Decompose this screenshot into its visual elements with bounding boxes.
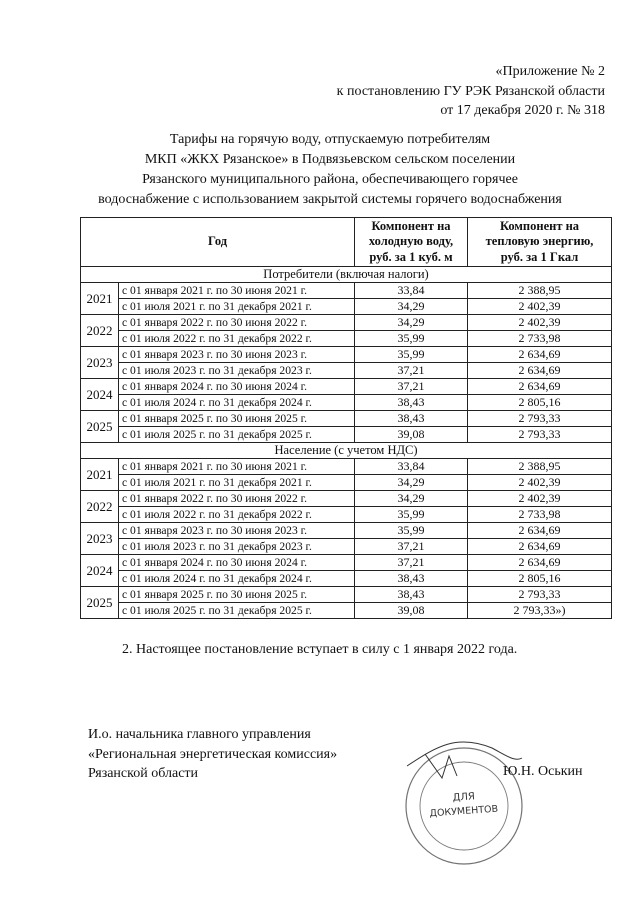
cold-water-cell: 34,29 (355, 475, 468, 491)
heat-cell: 2 402,39 (468, 315, 612, 331)
period-cell: с 01 июля 2022 г. по 31 декабря 2022 г. (119, 331, 355, 347)
heat-cell: 2 402,39 (468, 491, 612, 507)
table-row (81, 315, 612, 331)
heat-cell: 2 634,69 (468, 379, 612, 395)
year-cell: 2024 (81, 379, 119, 411)
header-cold-line: холодную воду, (368, 234, 454, 249)
cold-water-cell: 35,99 (355, 347, 468, 363)
period-cell: с 01 июля 2025 г. по 31 декабря 2025 г. (119, 427, 355, 443)
cold-water-cell: 34,29 (355, 491, 468, 507)
header-cold-line: Компонент на (371, 218, 451, 233)
period-cell: с 01 января 2022 г. по 30 июня 2022 г. (119, 315, 355, 331)
heat-cell: 2 793,33 (468, 411, 612, 427)
header-year: Год (81, 218, 355, 267)
heat-cell: 2 634,69 (468, 363, 612, 379)
table-row (81, 459, 612, 475)
clause-text: 2. Настоящее постановление вступает в силу с 1 января 2022 года. (122, 642, 518, 657)
header-heat-line: тепловую энергию, (485, 234, 594, 249)
cold-water-cell: 34,29 (355, 299, 468, 315)
heat-cell: 2 733,98 (468, 331, 612, 347)
title-line: МКП «ЖКХ Рязанское» в Подвязьевском сельском поселении (144, 152, 516, 167)
cold-water-cell: 37,21 (355, 539, 468, 555)
table-row (81, 379, 612, 395)
header-heat-line: руб. за 1 Гкал (500, 249, 579, 264)
heat-cell: 2 388,95 (468, 459, 612, 475)
title-line: водоснабжение с использованием закрытой системы горячего водоснабжения (98, 192, 562, 207)
table-row (81, 427, 612, 443)
year-cell: 2023 (81, 347, 119, 379)
title-line: Рязанского муниципального района, обеспечивающего горячее (142, 172, 518, 187)
table-row (81, 523, 612, 539)
period-cell: с 01 января 2024 г. по 30 июня 2024 г. (119, 555, 355, 571)
header-cold-water (355, 218, 468, 267)
header-cold-line: руб. за 1 куб. м (369, 249, 453, 264)
heat-cell: 2 634,69 (468, 523, 612, 539)
table-row (81, 571, 612, 587)
heat-cell: 2 793,33») (468, 603, 612, 619)
cold-water-cell: 38,43 (355, 587, 468, 603)
period-cell: с 01 января 2025 г. по 30 июня 2025 г. (119, 411, 355, 427)
cold-water-cell: 37,21 (355, 379, 468, 395)
heat-cell: 2 634,69 (468, 539, 612, 555)
stamp-text-line1: ДЛЯ (452, 791, 476, 804)
cold-water-cell: 35,99 (355, 507, 468, 523)
period-cell: с 01 января 2021 г. по 30 июня 2021 г. (119, 459, 355, 475)
table-row (81, 363, 612, 379)
table-row (81, 491, 612, 507)
tariff-table-body (81, 267, 612, 619)
cold-water-cell: 35,99 (355, 523, 468, 539)
cold-water-cell: 35,99 (355, 331, 468, 347)
heat-cell: 2 793,33 (468, 587, 612, 603)
signatory-line: «Региональная энергетическая комиссия» (88, 746, 338, 762)
appendix-line: от 17 декабря 2020 г. № 318 (440, 103, 605, 118)
period-cell: с 01 января 2024 г. по 30 июня 2024 г. (119, 379, 355, 395)
table-row (81, 507, 612, 523)
tariff-table (80, 217, 612, 619)
heat-cell: 2 634,69 (468, 555, 612, 571)
year-cell: 2023 (81, 523, 119, 555)
cold-water-cell: 39,08 (355, 427, 468, 443)
table-row (81, 587, 612, 603)
group-header-row (81, 443, 612, 459)
cold-water-cell: 38,43 (355, 411, 468, 427)
table-row (81, 283, 612, 299)
table-row (81, 347, 612, 363)
period-cell: с 01 июля 2024 г. по 31 декабря 2024 г. (119, 395, 355, 411)
title-line: Тарифы на горячую воду, отпускаемую потребителям (169, 132, 491, 147)
year-cell: 2021 (81, 459, 119, 491)
period-cell: с 01 июля 2021 г. по 31 декабря 2021 г. (119, 299, 355, 315)
signer-name: Ю.Н. Оськин (503, 764, 583, 779)
table-row (81, 475, 612, 491)
period-cell: с 01 июля 2021 г. по 31 декабря 2021 г. (119, 475, 355, 491)
period-cell: с 01 января 2023 г. по 30 июня 2023 г. (119, 523, 355, 539)
signatory-line: И.о. начальника главного управления (88, 727, 311, 742)
cold-water-cell: 38,43 (355, 395, 468, 411)
year-cell: 2025 (81, 587, 119, 619)
group-label: Население (с учетом НДС) (81, 443, 612, 459)
period-cell: с 01 июля 2022 г. по 31 декабря 2022 г. (119, 507, 355, 523)
period-cell: с 01 июля 2023 г. по 31 декабря 2023 г. (119, 363, 355, 379)
table-row (81, 299, 612, 315)
period-cell: с 01 января 2025 г. по 30 июня 2025 г. (119, 587, 355, 603)
header-heat-line: Компонент на (499, 218, 580, 233)
document-title (60, 130, 600, 210)
group-header-row (81, 267, 612, 283)
appendix-header (245, 62, 605, 121)
heat-cell: 2 805,16 (468, 395, 612, 411)
appendix-line: «Приложение № 2 (495, 64, 605, 79)
period-cell: с 01 июля 2023 г. по 31 декабря 2023 г. (119, 539, 355, 555)
table-row (81, 603, 612, 619)
year-cell: 2025 (81, 411, 119, 443)
group-label: Потребители (включая налоги) (81, 267, 612, 283)
cold-water-cell: 39,08 (355, 603, 468, 619)
cold-water-cell: 37,21 (355, 363, 468, 379)
period-cell: с 01 января 2023 г. по 30 июня 2023 г. (119, 347, 355, 363)
heat-cell: 2 388,95 (468, 283, 612, 299)
heat-cell: 2 402,39 (468, 299, 612, 315)
table-row (81, 331, 612, 347)
period-cell: с 01 января 2021 г. по 30 июня 2021 г. (119, 283, 355, 299)
table-header-row (81, 218, 612, 267)
cold-water-cell: 33,84 (355, 283, 468, 299)
period-cell: с 01 июля 2025 г. по 31 декабря 2025 г. (119, 603, 355, 619)
cold-water-cell: 38,43 (355, 571, 468, 587)
header-heat (468, 218, 612, 267)
year-cell: 2021 (81, 283, 119, 315)
table-row (81, 411, 612, 427)
stamp-seal (397, 736, 532, 871)
table-row (81, 555, 612, 571)
heat-cell: 2 793,33 (468, 427, 612, 443)
signatory-line: Рязанской области (88, 766, 199, 781)
heat-cell: 2 634,69 (468, 347, 612, 363)
stamp-text-line2: ДОКУМЕНТОВ (429, 803, 499, 820)
cold-water-cell: 33,84 (355, 459, 468, 475)
signatory-block (88, 725, 337, 784)
table-row (81, 539, 612, 555)
appendix-line: к постановлению ГУ РЭК Рязанской области (336, 83, 605, 99)
period-cell: с 01 января 2022 г. по 30 июня 2022 г. (119, 491, 355, 507)
heat-cell: 2 805,16 (468, 571, 612, 587)
table-row (81, 395, 612, 411)
cold-water-cell: 37,21 (355, 555, 468, 571)
heat-cell: 2 733,98 (468, 507, 612, 523)
heat-cell: 2 402,39 (468, 475, 612, 491)
signature-stroke (425, 754, 457, 778)
cold-water-cell: 34,29 (355, 315, 468, 331)
period-cell: с 01 июля 2024 г. по 31 декабря 2024 г. (119, 571, 355, 587)
year-cell: 2022 (81, 491, 119, 523)
year-cell: 2024 (81, 555, 119, 587)
year-cell: 2022 (81, 315, 119, 347)
